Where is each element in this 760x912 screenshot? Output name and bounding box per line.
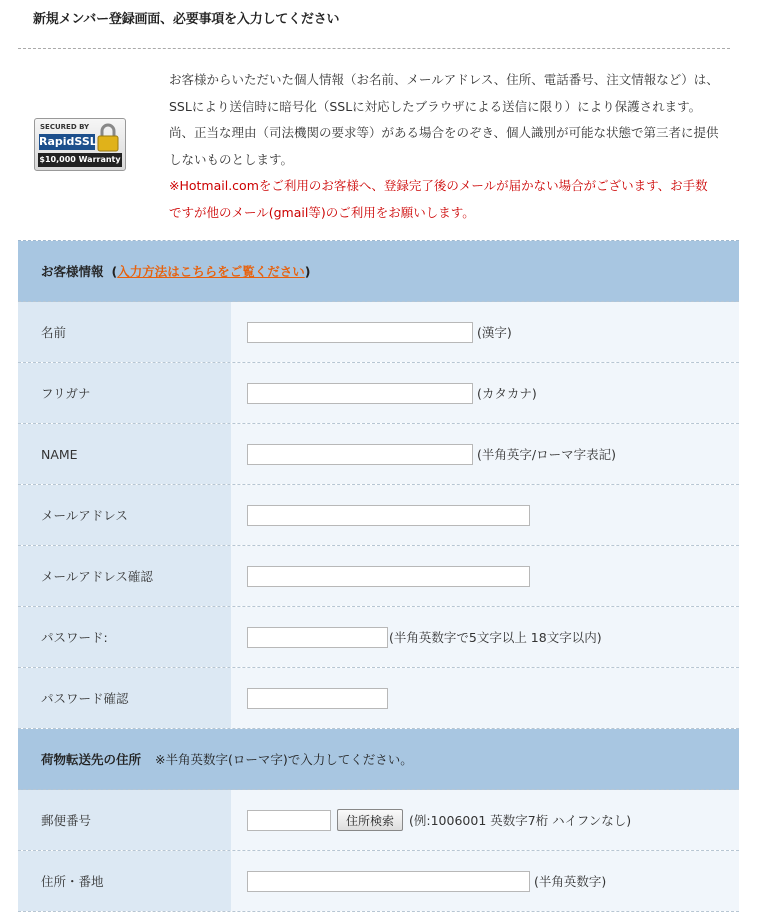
roman-name-hint: (半角英字/ローマ字表記) xyxy=(477,447,616,462)
ssl-secured-by-text: SECURED BY xyxy=(40,123,90,131)
privacy-text: お客様からいただいた個人情報（お名前、メールアドレス、住所、電話番号、注文情報など）は、SSLにより送信時に暗号化（SSLに対応したブラウザによる送信に限り）により保護されます。尚、正当な理由（司法機関の要求等）がある場合をのぞき、個人識別が可能な状態で第三者に提供しないものとします。 xyxy=(169,72,719,167)
name-kanji-input[interactable] xyxy=(247,322,473,343)
form-row-password-confirm xyxy=(18,668,739,729)
email-confirm-label: メールアドレス確認 xyxy=(18,546,231,606)
form-row-roman-name xyxy=(18,424,739,485)
ssl-badge xyxy=(34,118,126,171)
roman-name-label: NAME xyxy=(18,424,231,484)
form-row-postal-code xyxy=(18,790,739,851)
roman-name-input[interactable] xyxy=(247,444,473,465)
form-row-password xyxy=(18,607,739,668)
registration-form xyxy=(18,240,739,912)
input-help-link[interactable]: 入力方法はこちらをご覧ください xyxy=(117,264,305,279)
address-hint: (半角英数字) xyxy=(534,874,607,889)
title-divider xyxy=(18,48,730,49)
name-hint: (漢字) xyxy=(477,325,512,340)
password-input[interactable] xyxy=(247,627,388,648)
form-row-email xyxy=(18,485,739,546)
furigana-label: フリガナ xyxy=(18,363,231,423)
email-input[interactable] xyxy=(247,505,530,526)
email-label: メールアドレス xyxy=(18,485,231,545)
form-row-address xyxy=(18,851,739,912)
password-confirm-label: パスワード確認 xyxy=(18,668,231,728)
password-confirm-input[interactable] xyxy=(247,688,388,709)
ssl-warranty-text: $10,000 Warranty xyxy=(38,153,122,167)
postal-code-label: 郵便番号 xyxy=(18,790,231,850)
customer-info-header xyxy=(18,241,739,302)
furigana-hint: (カタカナ) xyxy=(477,386,537,401)
ssl-brand-text: RapidSSL xyxy=(39,135,97,148)
shipping-address-header xyxy=(18,729,739,790)
form-row-name xyxy=(18,302,739,363)
furigana-input[interactable] xyxy=(247,383,473,404)
help-link-open-paren: ( xyxy=(111,263,118,279)
email-confirm-input[interactable] xyxy=(247,566,530,587)
help-link-close-paren: ) xyxy=(304,263,311,279)
password-hint: (半角英数字で5文字以上 18文字以内) xyxy=(389,630,602,645)
padlock-icon xyxy=(95,123,121,153)
shipping-address-title: 荷物転送先の住所 xyxy=(41,752,142,767)
hotmail-warning: ※Hotmail.comをご利用のお客様へ、登録完了後のメールが届かない場合がございます、お手数ですが他のメール(gmail等)のご利用をお願いします。 xyxy=(169,178,708,220)
postal-code-input[interactable] xyxy=(247,810,331,831)
address-input[interactable] xyxy=(247,871,530,892)
address-label: 住所・番地 xyxy=(18,851,231,911)
shipping-address-note: ※半角英数字(ローマ字)で入力してください。 xyxy=(155,752,413,767)
form-row-email-confirm xyxy=(18,546,739,607)
privacy-notice xyxy=(169,67,719,226)
postal-code-hint: (例:1006001 英数字7桁 ハイフンなし) xyxy=(409,813,632,828)
customer-info-title: お客様情報 xyxy=(41,264,104,279)
address-search-button[interactable]: 住所検索 xyxy=(337,809,403,831)
form-row-furigana xyxy=(18,363,739,424)
page-title: 新規メンバー登録画面、必要事項を入力してください xyxy=(33,12,340,27)
password-label: パスワード: xyxy=(18,607,231,667)
name-label: 名前 xyxy=(18,302,231,362)
